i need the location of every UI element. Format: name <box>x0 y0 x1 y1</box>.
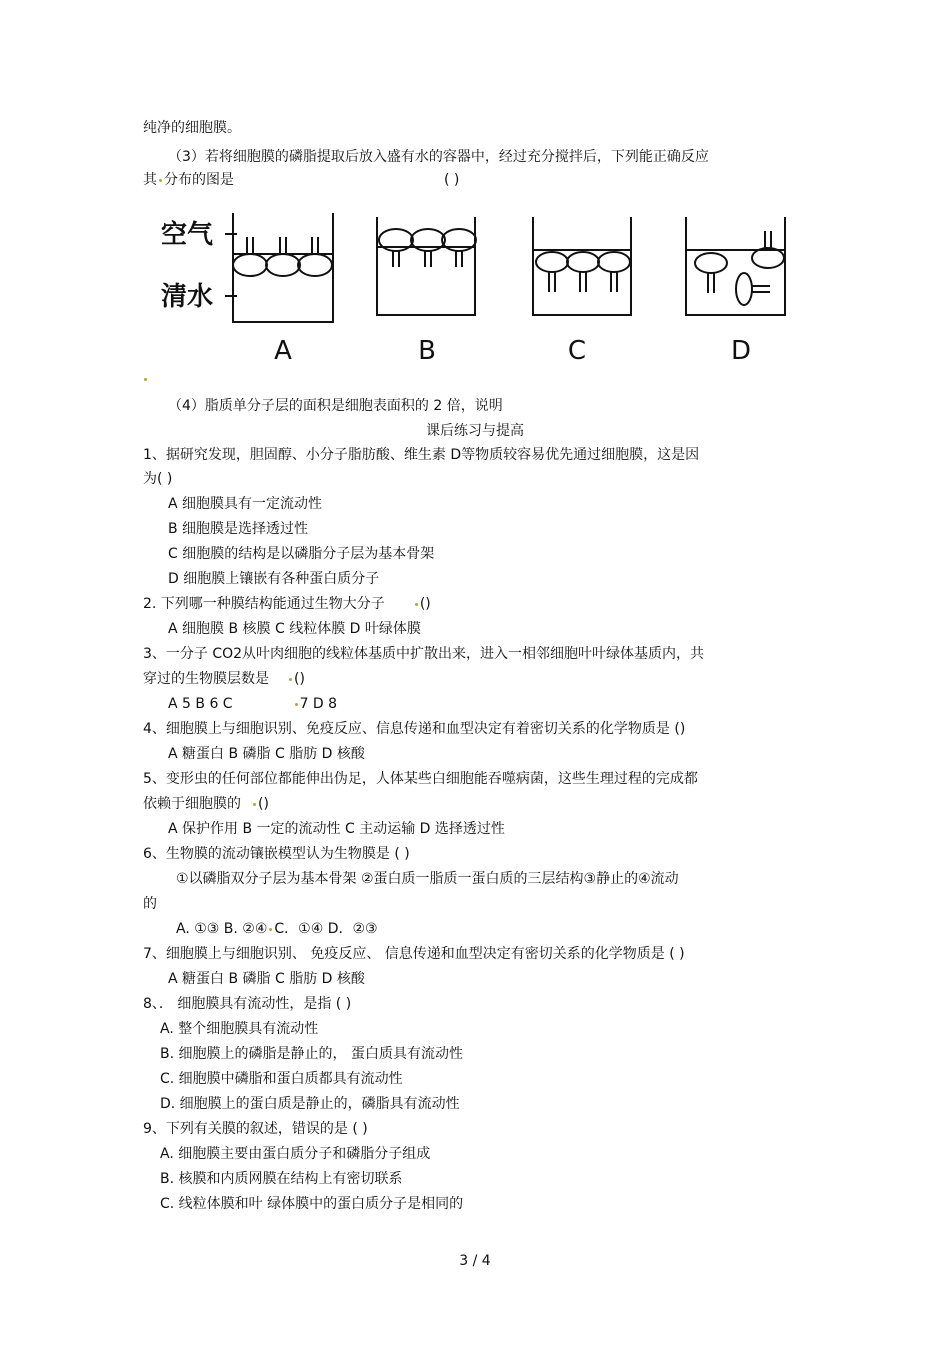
option-text: B. 细胞膜上的磷脂是静止的， 蛋白质具有流动性 <box>160 1046 463 1062</box>
text-span: 7 D 8 <box>299 696 338 712</box>
option-text: A. 细胞膜主要由蛋白质分子和磷脂分子组成 <box>160 1146 431 1162</box>
option-text: C 细胞膜的结构是以磷脂分子层为基本骨架 <box>168 546 435 562</box>
option-a-label: A <box>274 336 292 366</box>
option-text: C. 线粒体膜和叶 绿体膜中的蛋白质分子是相同的 <box>160 1196 464 1212</box>
question-5-cont <box>143 795 269 813</box>
option-text: D. 细胞膜上的蛋白质是静止的，磷脂具有流动性 <box>160 1096 460 1112</box>
option-text <box>176 920 378 938</box>
option-d-label: D <box>730 336 752 366</box>
option-text: A 糖蛋白 B 磷脂 C 脂肪 D 核酸 <box>168 971 365 987</box>
question-4-part: （4）脂质单分子层的面积是细胞表面积的 2 倍，说明 <box>168 398 503 414</box>
text-line: 纯净的细胞膜。 <box>143 120 241 136</box>
mark-dot <box>253 803 256 806</box>
option-a-diagram <box>225 213 333 322</box>
option-text: B. 核膜和内质网膜在结构上有密切联系 <box>160 1171 403 1187</box>
page-number: 3 / 4 <box>459 1253 491 1269</box>
label-water: 清水 <box>161 282 214 312</box>
option-text: A 细胞膜具有一定流动性 <box>168 496 323 512</box>
question-9: 9、下列有关膜的叙述，错误的是 ( ) <box>143 1121 368 1137</box>
text-span: 分布的图是 <box>164 172 234 188</box>
statement-list: ①以磷脂双分子层为基本骨架 ②蛋白质一脂质一蛋白质的三层结构③静止的④流动 <box>176 871 679 887</box>
answer-blank: ( ) <box>444 172 460 188</box>
text-span: C．①④ D．②③ <box>274 921 378 937</box>
question-7: 7、细胞膜上与细胞识别、 免疫反应、 信息传递和血型决定有密切关系的化学物质是 ( ) <box>143 946 685 962</box>
question-3: 3、一分子 CO2从叶肉细胞的线粒体基质中扩散出来，进入一相邻细胞叶叶绿体基质内，共 <box>143 646 705 662</box>
mark-dot <box>159 179 162 182</box>
mark-dot <box>144 378 147 381</box>
option-text <box>168 695 337 713</box>
answer-blank: () <box>419 596 431 612</box>
text-span: A 5 B 6 C <box>168 696 233 712</box>
mark-dot <box>289 678 292 681</box>
option-c-diagram <box>533 217 631 315</box>
mark-dot <box>269 928 272 931</box>
option-b-diagram <box>377 217 476 315</box>
question-3-cont <box>143 670 305 688</box>
question-8: 8、． 细胞膜具有流动性，是指 ( ) <box>143 996 352 1012</box>
question-3-part: （3）若将细胞膜的磷脂提取后放入盛有水的容器中，经过充分搅拌后，下列能正确反应 <box>168 149 709 165</box>
option-text: C. 细胞膜中磷脂和蛋白质都具有流动性 <box>160 1071 403 1087</box>
option-text: A. 整个细胞膜具有流动性 <box>160 1021 319 1037</box>
question-1-cont: 为( ) <box>143 471 173 487</box>
question-6: 6、生物膜的流动镶嵌模型认为生物膜是 ( ) <box>143 846 410 862</box>
option-text: A 细胞膜 B 核膜 C 线粒体膜 D 叶绿体膜 <box>168 621 421 637</box>
question-2 <box>143 595 431 613</box>
phospholipid-figure <box>155 205 795 380</box>
option-b-label: B <box>418 336 436 366</box>
section-title: 课后练习与提高 <box>426 423 524 439</box>
question-5: 5、变形虫的任何部位都能伸出伪足，人体某些白细胞能吞噬病菌，这些生理过程的完成都 <box>143 771 698 787</box>
statement-list-cont: 的 <box>143 896 157 912</box>
label-air: 空气 <box>161 220 214 250</box>
answer-blank: () <box>258 796 269 812</box>
text-span: 依赖于细胞膜的 <box>143 796 241 812</box>
question-3-part-cont <box>143 171 459 189</box>
text-span: 穿过的生物膜层数是 <box>143 671 269 687</box>
text-span: A. ①③ B. ②④ <box>176 921 268 937</box>
question-4: 4、细胞膜上与细胞识别、免疫反应、信息传递和血型决定有着密切关系的化学物质是 () <box>143 721 686 737</box>
option-text: A 糖蛋白 B 磷脂 C 脂肪 D 核酸 <box>168 746 365 762</box>
text-span: 2. 下列哪一种膜结构能通过生物大分子 <box>143 596 385 612</box>
question-1: 1、据研究发现，胆固醇、小分子脂肪酸、维生素 D等物质较容易优先通过细胞膜，这是因 <box>143 447 700 463</box>
option-text: A 保护作用 B 一定的流动性 C 主动运输 D 选择透过性 <box>168 821 505 837</box>
text-span: 其 <box>143 172 157 188</box>
option-c-label: C <box>567 336 587 366</box>
option-text: B 细胞膜是选择透过性 <box>168 521 309 537</box>
mark-dot <box>295 703 298 706</box>
answer-blank: () <box>294 671 305 687</box>
option-d-diagram <box>686 217 785 315</box>
option-text: D 细胞膜上镶嵌有各种蛋白质分子 <box>168 571 380 587</box>
mark-dot <box>415 603 418 606</box>
